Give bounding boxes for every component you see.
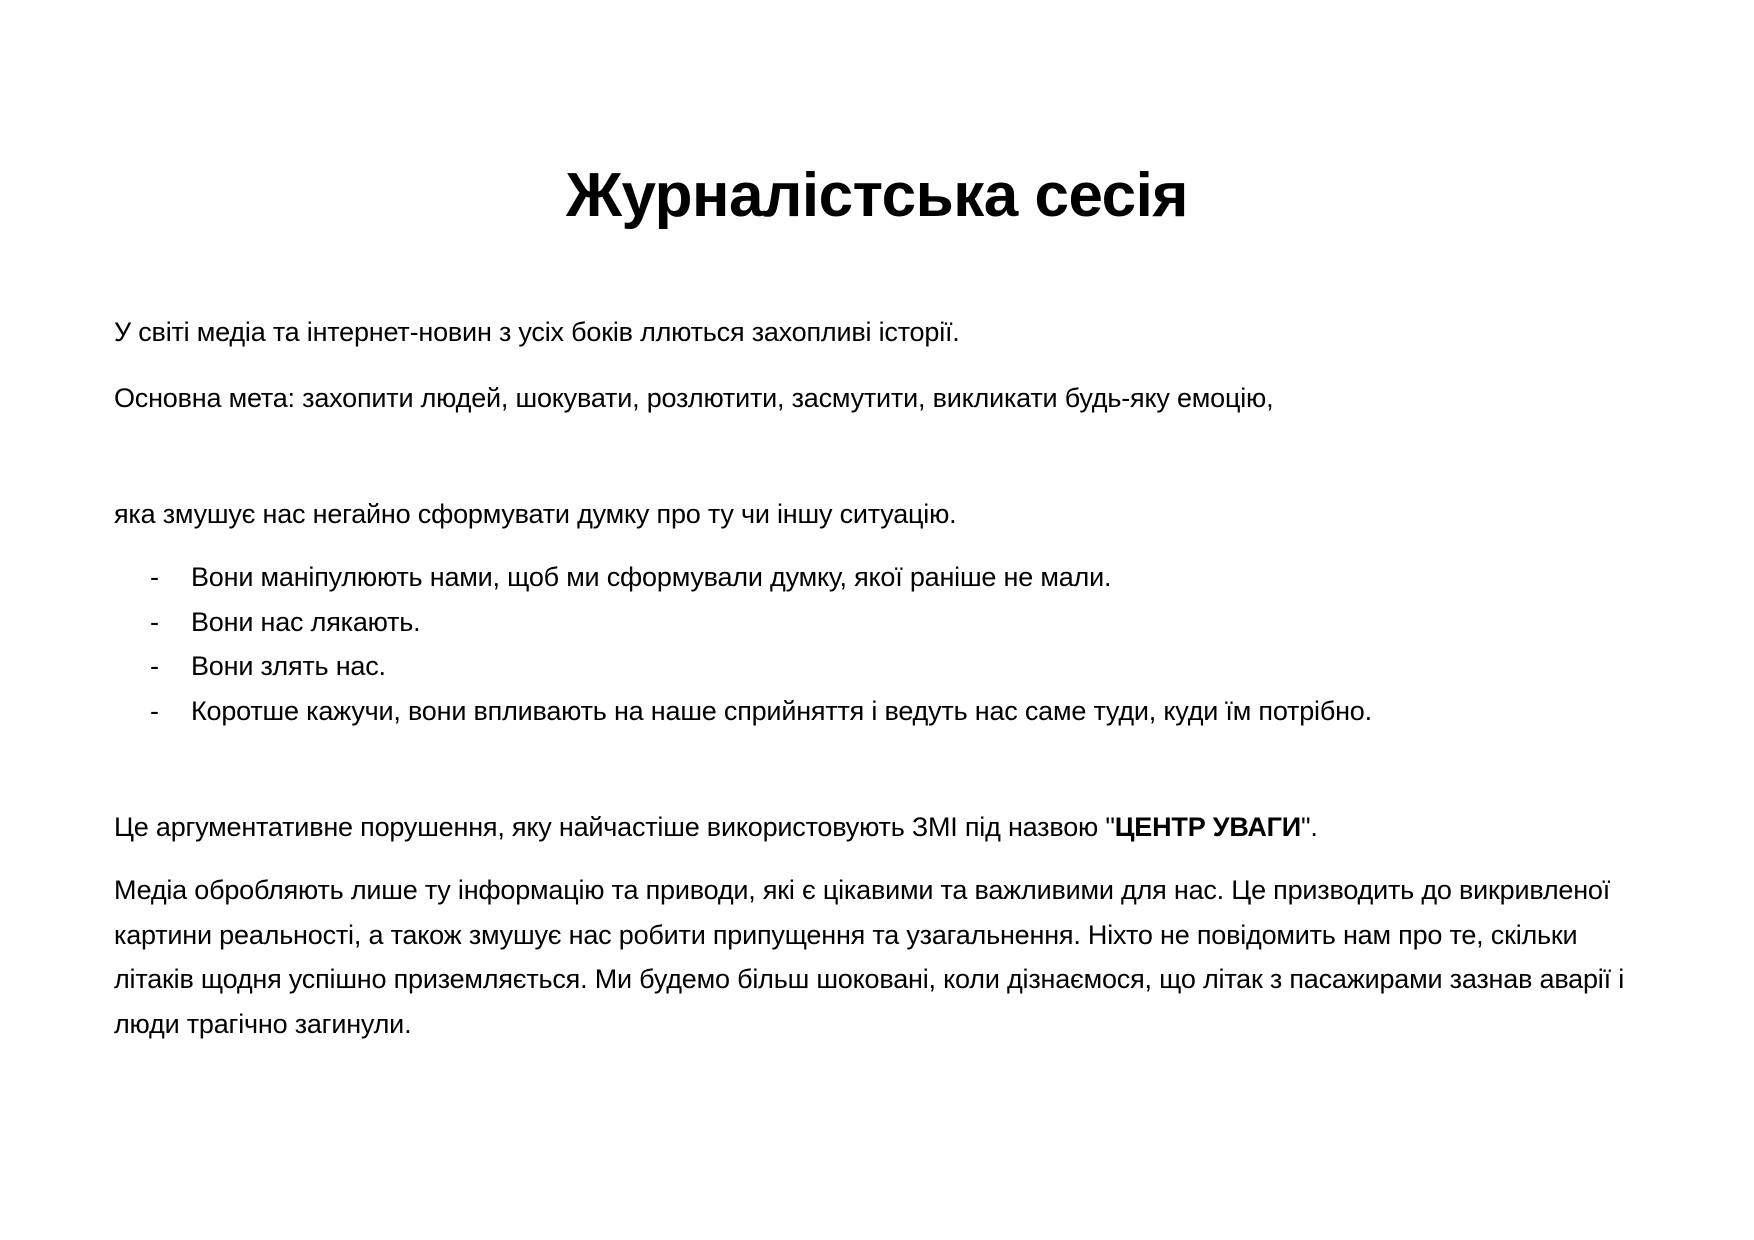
list-item xyxy=(114,644,1644,689)
list-item xyxy=(114,600,1644,645)
list-item-text: Вони злять нас. xyxy=(191,651,386,681)
list-item-text: Вони нас лякають. xyxy=(191,606,421,637)
goal-paragraph: Основна мета: захопити людей, шокувати, розлютити, засмутити, викликати будь-яку емоцію, xyxy=(114,383,1274,413)
list-item-text: Вони маніпулюють нами, щоб ми сформували думку, якої раніше не мали. xyxy=(191,562,1112,592)
list-dash: - xyxy=(150,606,159,637)
list-item-text: Коротше кажучи, вони впливають на наше сприйняття і ведуть нас саме туди, куди їм потрібно. xyxy=(191,695,1372,726)
list-dash: - xyxy=(150,695,159,726)
intro-paragraph: У світі медіа та інтернет-новин з усіх боків ллються захопливі історії. xyxy=(114,317,960,347)
list-item xyxy=(114,689,1644,734)
list-dash: - xyxy=(150,562,159,592)
list-item xyxy=(114,555,1644,600)
list-dash: - xyxy=(150,651,159,681)
spotlight-paragraph xyxy=(114,805,1644,849)
spotlight-term: ЦЕНТР УВАГИ xyxy=(1114,812,1301,842)
closing-paragraph: Медіа обробляють лише ту інформацію та приводи, які є цікавими та важливими для нас. Це призводить до викривленої картини реальності, а також змушує нас робити припущення та узагальнення. Ніхто не повідомить нам про те, скільки літаків щодня успішно приземляється. Ми будемо більш шоковані, коли дізнаємося, що літак з пасажирами зазнав аварії і люди трагічно загинули. xyxy=(114,875,1624,1039)
effects-list xyxy=(114,555,1644,733)
page-title: Журналістська сесія xyxy=(565,161,1188,230)
continuation-paragraph: яка змушує нас негайно сформувати думку про ту чи іншу ситуацію. xyxy=(114,499,957,529)
spotlight-suffix: ". xyxy=(1300,812,1318,842)
spotlight-prefix: Це аргументативне порушення, яку найчастіше використовують ЗМІ під назвою " xyxy=(114,812,1115,842)
